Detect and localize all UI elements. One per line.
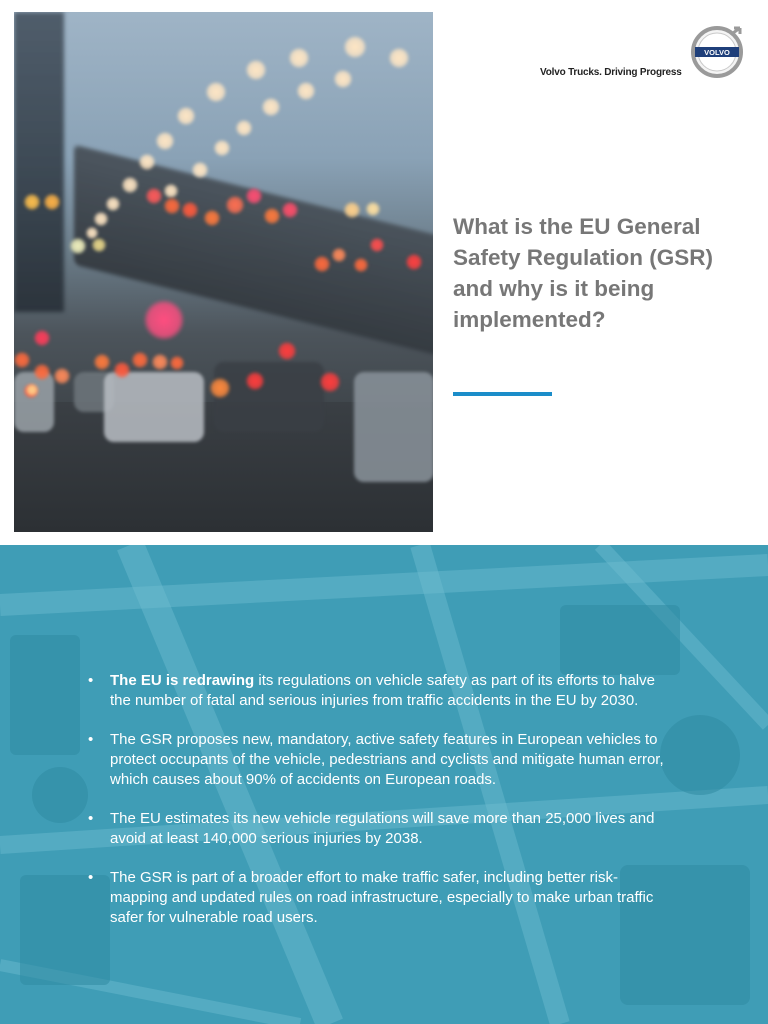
bokeh-light: [236, 120, 252, 136]
bokeh-light: [204, 210, 220, 226]
bokeh-light: [264, 208, 280, 224]
bokeh-light: [214, 140, 230, 156]
bullet-text: its regulations on vehicle safety as part of its efforts to halve the number of fatal and serious injuries from traffic accidents in the EU by 2030.: [110, 672, 655, 709]
bokeh-light: [332, 248, 346, 262]
bokeh-light: [370, 238, 384, 252]
bokeh-light: [54, 368, 70, 384]
bokeh-light: [122, 177, 138, 193]
blurred-car: [354, 372, 433, 482]
bokeh-light: [164, 184, 178, 198]
bullet-text: The EU estimates its new vehicle regulations will save more than 25,000 lives and avoid at least 140,000 serious injuries by 2038.: [110, 810, 655, 847]
bullet-marker: •: [88, 869, 94, 886]
bokeh-light: [24, 194, 40, 210]
bokeh-light: [206, 82, 226, 102]
bokeh-light: [14, 352, 30, 368]
bokeh-light: [86, 227, 98, 239]
page-title: What is the EU General Safety Regulation (GSR) and why is it being implemented?: [453, 214, 714, 332]
volvo-logo-icon: [690, 25, 744, 79]
bullet-bold-lead: The EU is redrawing: [110, 672, 255, 689]
bokeh-light: [94, 354, 110, 370]
bullet-marker: •: [88, 731, 94, 748]
bokeh-light: [354, 258, 368, 272]
bokeh-light: [289, 48, 309, 68]
bokeh-light: [406, 254, 422, 270]
blurred-car: [214, 362, 324, 432]
bokeh-light: [94, 212, 108, 226]
bokeh-light: [106, 197, 120, 211]
bokeh-light: [177, 107, 195, 125]
hero-traffic-photo: [14, 12, 433, 532]
bokeh-light: [314, 256, 330, 272]
bokeh-light: [334, 70, 352, 88]
bokeh-light: [34, 364, 50, 380]
bullet-item: [88, 809, 668, 849]
bullet-item: [88, 730, 668, 790]
bokeh-light: [226, 196, 244, 214]
bokeh-light: [164, 198, 180, 214]
bokeh-light: [182, 202, 198, 218]
bokeh-light: [34, 330, 50, 346]
bokeh-light: [144, 300, 184, 340]
bokeh-light: [246, 188, 262, 204]
bokeh-light: [170, 356, 184, 370]
bokeh-light: [297, 82, 315, 100]
bokeh-light: [389, 48, 409, 68]
bokeh-light: [278, 342, 296, 360]
bokeh-light: [282, 202, 298, 218]
blurred-car: [104, 372, 204, 442]
blurred-car: [14, 372, 54, 432]
bokeh-light: [246, 60, 266, 80]
info-panel: [0, 545, 768, 1024]
bokeh-light: [70, 238, 86, 254]
bullet-item: [88, 868, 668, 928]
bokeh-light: [156, 132, 174, 150]
bokeh-light: [192, 162, 208, 178]
bokeh-light: [262, 98, 280, 116]
bullet-list: [88, 671, 668, 947]
title-accent-rule: [453, 392, 552, 396]
bokeh-light: [344, 36, 366, 58]
bokeh-light: [146, 188, 162, 204]
logo-wordmark: VOLVO: [704, 48, 730, 57]
bokeh-light: [44, 194, 60, 210]
bokeh-light: [132, 352, 148, 368]
bokeh-light: [320, 372, 340, 392]
bokeh-light: [92, 238, 106, 252]
bokeh-light: [366, 202, 380, 216]
bokeh-light: [26, 384, 38, 396]
photo-building: [14, 12, 64, 312]
bokeh-light: [152, 354, 168, 370]
bullet-marker: •: [88, 810, 94, 827]
bokeh-light: [344, 202, 360, 218]
bokeh-light: [114, 362, 130, 378]
bullet-item: [88, 671, 668, 711]
bokeh-light: [210, 378, 230, 398]
bokeh-light: [139, 154, 155, 170]
bokeh-light: [246, 372, 264, 390]
bullet-text: The GSR proposes new, mandatory, active safety features in European vehicles to protect occupants of the vehicle, pedestrians and cyclists and mitigate human error, which causes about 90% of accidents on European roads.: [110, 731, 664, 788]
bullet-marker: •: [88, 672, 94, 689]
bullet-text: The GSR is part of a broader effort to make traffic safer, including better risk-mapping and updated rules on road infrastructure, especially to make urban traffic safer for vulnerable road users.: [110, 869, 654, 926]
brand-tagline: Volvo Trucks. Driving Progress: [540, 67, 682, 78]
